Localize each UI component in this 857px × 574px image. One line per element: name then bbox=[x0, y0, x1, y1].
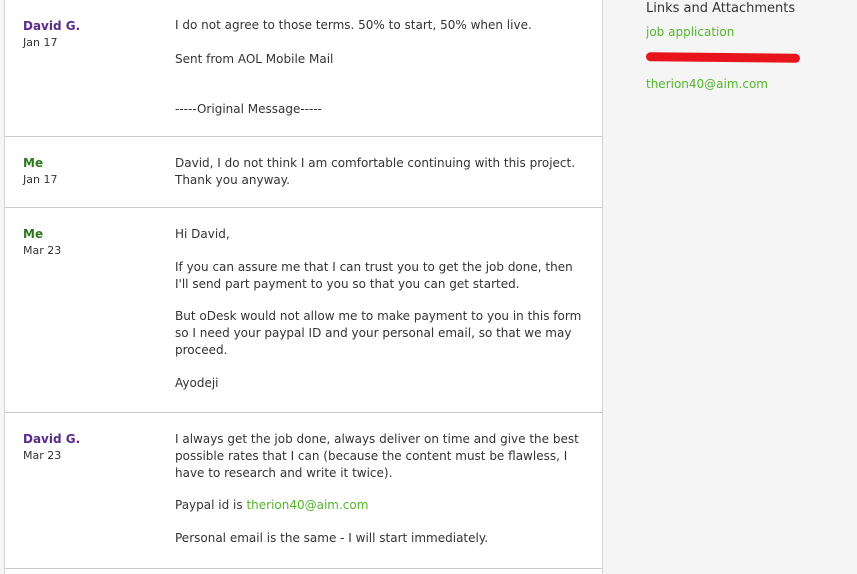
message-item bbox=[5, 0, 602, 137]
message-thread bbox=[4, 0, 603, 574]
message-date: Mar 23 bbox=[23, 244, 62, 257]
message-item bbox=[5, 137, 602, 208]
redaction-mark bbox=[646, 52, 800, 63]
message-line: -----Original Message----- bbox=[175, 101, 322, 116]
message-paragraph: Hi David, bbox=[175, 227, 230, 241]
message-line: I do not agree to those terms. 50% to start, 50% when live. bbox=[175, 18, 532, 32]
message-body bbox=[175, 155, 587, 189]
message-paragraph: Ayodeji bbox=[175, 375, 219, 390]
message-body bbox=[175, 17, 587, 117]
paypal-prefix: Paypal id is bbox=[175, 498, 247, 513]
message-text: David, I do not think I am comfortable continuing with this project. Thank you anyway. bbox=[175, 156, 576, 187]
message-paragraph: But oDesk would not allow me to make payment to you in this form so I need your paypal ID and your personal email, so that we may proceed. bbox=[175, 309, 582, 357]
message-date: Jan 17 bbox=[23, 36, 58, 49]
message-sender[interactable]: Me bbox=[23, 156, 44, 170]
message-item bbox=[5, 413, 602, 569]
message-paragraph: Personal email is the same - I will start immediately. bbox=[175, 531, 489, 546]
sidebar-title: Links and Attachments bbox=[646, 1, 796, 16]
message-date: Mar 23 bbox=[23, 449, 62, 462]
message-body bbox=[175, 226, 587, 392]
message-line: Sent from AOL Mobile Mail bbox=[175, 51, 334, 66]
message-sender[interactable]: David G. bbox=[23, 19, 81, 33]
message-sender[interactable]: Me bbox=[23, 227, 44, 241]
message-paragraph: I always get the job done, always deliver on time and give the best possible rates that I can (because the content must be flawless, I have to research and write it twice). bbox=[175, 432, 579, 480]
message-sender[interactable]: David G. bbox=[23, 432, 81, 446]
paypal-email-link[interactable]: therion40@aim.com bbox=[246, 498, 369, 513]
message-date: Jan 17 bbox=[23, 173, 58, 186]
paypal-line bbox=[175, 497, 587, 514]
message-item bbox=[5, 208, 602, 413]
message-paragraph: If you can assure me that I can trust you to get the job done, then I'll send part payment to you so that you can get started. bbox=[175, 259, 573, 291]
email-link[interactable]: therion40@aim.com bbox=[646, 77, 768, 91]
message-body bbox=[175, 431, 587, 547]
job-application-link[interactable]: job application bbox=[646, 25, 735, 39]
